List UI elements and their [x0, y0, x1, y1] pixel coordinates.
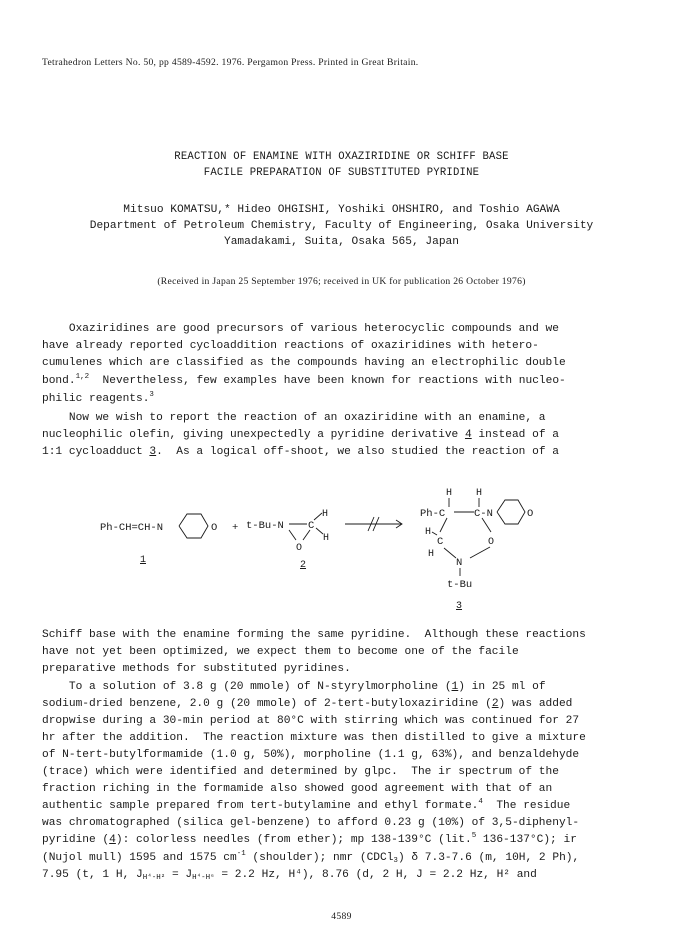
- compound-3-ring-oxygen: O: [488, 537, 495, 548]
- reaction-scheme: [0, 470, 683, 620]
- compound-3-hydrogen-bottom: H: [428, 549, 435, 560]
- compound-3-label: 3: [456, 601, 463, 612]
- compound-number: 4: [109, 834, 116, 846]
- body-line: nucleophilic olefin, giving unexpectedly a pyridine derivative 4 instead of a: [42, 429, 559, 441]
- reference-superscript: 1,2: [75, 373, 90, 381]
- formula-subscript: 3: [393, 857, 398, 865]
- body-line: Oxaziridines are good precursors of various heterocyclic compounds and we: [42, 323, 559, 335]
- body-line: authentic sample prepared from tert-butylamine and ethyl formate.$^4$ The residue: [42, 798, 571, 812]
- compound-3-carbon-nitrogen: C-N: [474, 508, 493, 520]
- body-line: cumulenes which are classified as the compounds having an electrophilic double: [42, 357, 566, 369]
- body-line: (trace) which were identified and determined by glpc. The ir spectrum of the: [42, 766, 559, 778]
- compound-3-hydrogen-top-2: H: [476, 488, 483, 499]
- compound-3-tbu: t-Bu: [447, 579, 473, 591]
- compound-1-formula: Ph-CH=CH-N: [100, 522, 164, 534]
- author-names: Mitsuo KOMATSU,* Hideo OHGISHI, Yoshiki OHSHIRO, and Toshio AGAWA: [123, 204, 560, 216]
- reference-superscript: 3: [149, 391, 154, 399]
- body-line: of N-tert-butylformamide (1.0 g, 50%), morpholine (1.1 g, 63%), and benzaldehyde: [42, 749, 580, 761]
- reference-superscript: 4: [478, 798, 483, 806]
- compound-3-ring-carbon: C: [437, 536, 444, 548]
- compound-2-tbu-n: t-Bu-N: [246, 520, 284, 532]
- compound-2-oxygen: O: [296, 543, 303, 554]
- compound-1-morpholine-ring: [179, 514, 208, 538]
- body-line: have already reported cycloaddition reactions of oxaziridines with hetero-: [42, 340, 539, 352]
- compound-3-hydrogen-left: H: [425, 527, 432, 538]
- body-line: preparative methods for substituted pyridines.: [42, 663, 351, 675]
- body-line: was chromatographed (silica gel-benzene) to afford 0.23 g (10%) of 3,5-diphenyl-: [42, 817, 580, 829]
- compound-number: 3: [149, 446, 157, 458]
- compound-1-label: 1: [140, 555, 147, 566]
- compound-3-phenyl-carbon: Ph-C: [420, 508, 446, 520]
- body-line: have not yet been optimized, we expect them to become one of the facile: [42, 646, 519, 658]
- compound-number: 2: [491, 698, 499, 710]
- compound-1-oxygen: O: [211, 522, 218, 534]
- body-line: bond.$^{1,2}$ Nevertheless, few examples have been known for reactions with nucleo-: [42, 373, 566, 387]
- reference-superscript: 5: [471, 832, 477, 840]
- body-line: philic reagents.$^3$: [42, 391, 154, 405]
- coupling-subscript: H⁴-H²: [142, 874, 166, 882]
- compound-2-carbon: C: [308, 520, 315, 532]
- body-line: Now we wish to report the reaction of an oxaziridine with an enamine, a: [42, 412, 546, 424]
- compound-2-hydrogen-1: H: [322, 509, 329, 520]
- paper-title-line-2: FACILE PREPARATION OF SUBSTITUTED PYRIDINE: [203, 167, 480, 179]
- body-line: fraction riching in the formamide also showed good agreement with that of an: [42, 783, 553, 795]
- body-line: 7.95 (t, 1 H, $J_{H^4-H^2} = J_{H^4-H^6} = 2.2$ Hz, H⁴), 8.76 (d, 2 H, J = 2.2 Hz, H² and: [42, 869, 537, 882]
- unit-superscript: -1: [236, 850, 246, 858]
- compound-2-hydrogen-2: H: [323, 533, 330, 544]
- compound-3-ring-nitrogen: N: [456, 557, 463, 569]
- author-affiliation-2: Yamadakami, Suita, Osaka 565, Japan: [224, 236, 459, 248]
- paper-title-line-1: REACTION OF ENAMINE WITH OXAZIRIDINE OR SCHIFF BASE: [174, 151, 509, 163]
- coupling-subscript: H⁴-H⁶: [192, 874, 215, 882]
- body-line: dropwise during a 30-min period at 80°C with stirring which was continued for 27: [42, 715, 580, 727]
- body-line: To a solution of 3.8 g (20 mmole) of N-styrylmorpholine (1) in 25 ml of: [42, 681, 546, 693]
- compound-number: 4: [464, 429, 472, 441]
- compound-3-morpholine-oxygen: O: [527, 508, 534, 520]
- body-line: hr after the addition. The reaction mixture was then distilled to give a mixture: [42, 732, 586, 744]
- body-line: pyridine (4): colorless needles (from ether); mp 138-139°C (lit.$^5$ 136-137°C); ir: [42, 832, 577, 846]
- body-line: Schiff base with the enamine forming the same pyridine. Although these reactions: [42, 629, 586, 641]
- compound-3-hydrogen-top-1: H: [446, 488, 453, 499]
- author-affiliation-1: Department of Petroleum Chemistry, Faculty of Engineering, Osaka University: [89, 220, 594, 232]
- body-line: 1:1 cycloadduct 3. As a logical off-shoot, we also studied the reaction of a: [42, 446, 559, 458]
- compound-2-label: 2: [300, 560, 307, 571]
- body-line: (Nujol mull) 1595 and 1575 $cm^{-1}$ (shoulder); nmr (CDCl$_3$) δ 7.3-7.6 (m, 10H, 2 Ph),: [42, 850, 580, 865]
- compound-3-morpholine-ring: [497, 500, 525, 524]
- page-number: 4589: [331, 911, 352, 922]
- plus-sign: +: [232, 522, 239, 534]
- compound-number: 1: [451, 681, 459, 693]
- journal-header: Tetrahedron Letters No. 50, pp 4589-4592. 1976. Pergamon Press. Printed in Great Britain.: [42, 57, 419, 68]
- received-dates: (Received in Japan 25 September 1976; received in UK for publication 26 October 1976): [157, 276, 526, 287]
- body-line: sodium-dried benzene, 2.0 g (20 mmole) of 2-tert-butyloxaziridine (2) was added: [42, 698, 573, 710]
